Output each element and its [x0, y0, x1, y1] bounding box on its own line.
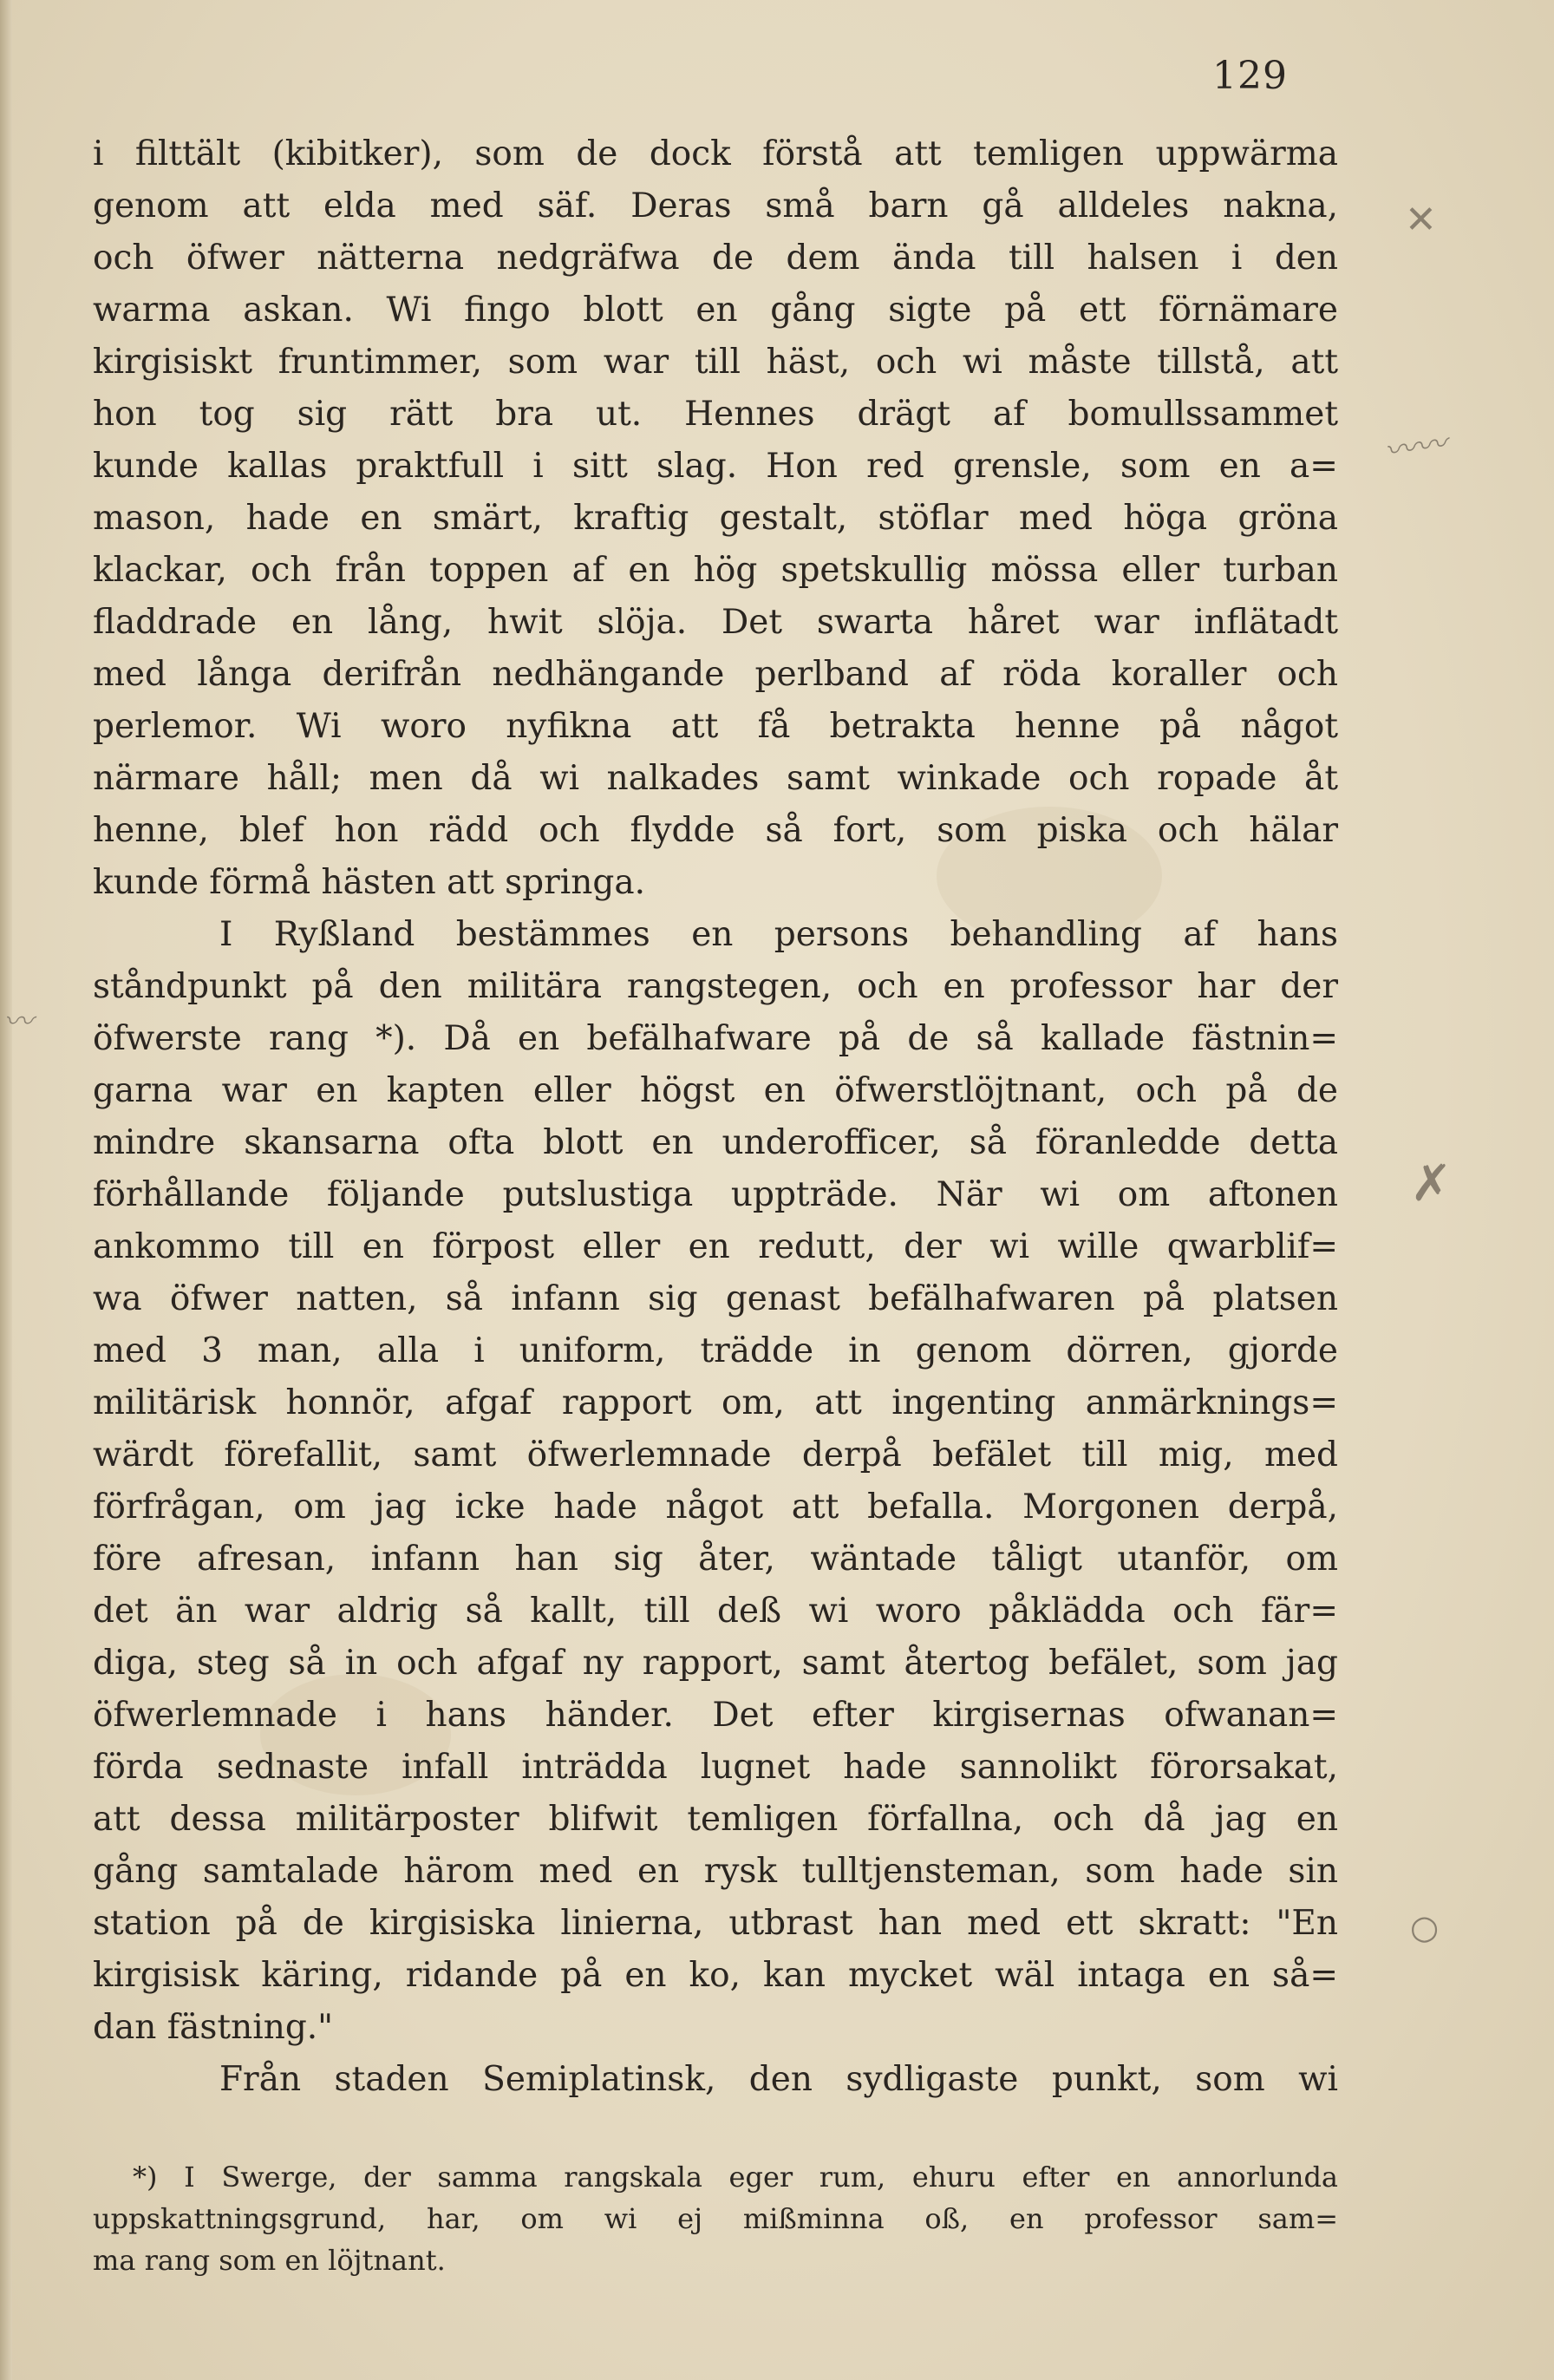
text-line: wärdt förefallit, samt öfwerlemnade derpå befälet till mig, med	[93, 1435, 1338, 1474]
text-line: och öfwer nätterna nedgräfwa de dem ända till halsen i den	[93, 239, 1338, 278]
text-line: mindre skansarna ofta blott en underofficer, så föranledde detta	[93, 1123, 1338, 1162]
text-line: station på de kirgisiska linierna, utbrast han med ett skratt: "En	[93, 1904, 1338, 1943]
text-line: förhållande följande putslustiga uppträde. När wi om aftonen	[93, 1175, 1338, 1214]
text-line: perlemor. Wi woro nyfikna att få betrakta henne på något	[93, 707, 1338, 746]
text-line: I Ryßland bestämmes en persons behandling af hans	[219, 915, 1338, 954]
pencil-scribble-icon: 〰〰	[1381, 426, 1449, 470]
text-line: förfrågan, om jag icke hade något att befalla. Morgonen derpå,	[93, 1488, 1338, 1527]
text-line: garna war en kapten eller högst en öfwerstlöjtnant, och på de	[93, 1071, 1338, 1110]
footnote	[93, 2156, 1338, 2281]
text-line: warma askan. Wi fingo blott en gång sigte på ett förnämare	[93, 291, 1338, 330]
text-line: öfwerlemnade i hans händer. Det efter kirgisernas ofwanan=	[93, 1696, 1338, 1735]
text-line: dan fästning."	[93, 2008, 334, 2047]
text-line: ståndpunkt på den militära rangstegen, och en professor har der	[93, 967, 1338, 1006]
pencil-circle-icon: ○	[1410, 1908, 1440, 1946]
text-line: hon tog sig rätt bra ut. Hennes drägt af bomullssammet	[93, 395, 1338, 434]
text-line: det än war aldrig så kallt, till deß wi woro påklädda och fär=	[93, 1592, 1338, 1631]
text-line: mason, hade en smärt, kraftig gestalt, stöflar med höga gröna	[93, 499, 1338, 538]
text-line: med långa derifrån nedhängande perlband af röda koraller och	[93, 655, 1338, 694]
text-line: wa öfwer natten, så infann sig genast befälhafwaren på platsen	[93, 1279, 1338, 1318]
pencil-scribble-icon: 〰	[3, 1004, 33, 1039]
text-line: fladdrade en lång, hwit slöja. Det swarta håret war inflätadt	[93, 603, 1338, 642]
text-line: Från staden Semiplatinsk, den sydligaste punkt, som wi	[219, 2060, 1338, 2099]
text-line: militärisk honnör, afgaf rapport om, att ingenting anmärknings=	[93, 1383, 1338, 1422]
text-line: att dessa militärposter blifwit temligen förfallna, och då jag en	[93, 1800, 1338, 1839]
text-line: diga, steg så in och afgaf ny rapport, samt återtog befälet, som jag	[93, 1644, 1338, 1683]
text-line: kirgisiskt fruntimmer, som war till häst, och wi måste tillstå, att	[93, 343, 1338, 382]
text-line: ankommo till en förpost eller en redutt, der wi wille qwarblif=	[93, 1227, 1338, 1266]
text-line: kunde förmå hästen att springa.	[93, 863, 645, 902]
footnote-line: *) I Swerge, der samma rangskala eger rum, ehuru efter en annorlunda	[133, 2161, 1338, 2194]
page-number: 129	[1212, 54, 1288, 98]
page-gutter	[0, 0, 12, 2380]
text-line: i filttält (kibitker), som de dock förstå att temligen uppwärma	[93, 134, 1338, 173]
body-text	[93, 128, 1338, 2106]
text-line: före afresan, infann han sig åter, wäntade tåligt utanför, om	[93, 1540, 1338, 1579]
text-line: genom att elda med säf. Deras små barn gå alldeles nakna,	[93, 186, 1338, 226]
text-line: närmare håll; men då wi nalkades samt winkade och ropade åt	[93, 759, 1338, 798]
text-line: henne, blef hon rädd och flydde så fort, som piska och hälar	[93, 811, 1338, 850]
text-line: förda sednaste infall inträdda lugnet hade sannolikt förorsakat,	[93, 1748, 1338, 1787]
text-line: med 3 man, alla i uniform, trädde in genom dörren, gjorde	[93, 1331, 1338, 1370]
text-line: öfwerste rang *). Då en befälhafware på de så kallade fästnin=	[93, 1019, 1338, 1058]
footnote-line: ma rang som en löjtnant.	[93, 2244, 446, 2277]
text-line: kirgisisk käring, ridande på en ko, kan mycket wäl intaga en så=	[93, 1956, 1338, 1995]
footnote-line: uppskattningsgrund, har, om wi ej mißminna oß, en professor sam=	[93, 2202, 1338, 2235]
pencil-mark-icon: ✕	[1405, 198, 1437, 242]
text-line: kunde kallas praktfull i sitt slag. Hon red grensle, som en a=	[93, 447, 1338, 486]
text-line: klackar, och från toppen af en hög spetskullig mössa eller turban	[93, 551, 1338, 590]
text-line: gång samtalade härom med en rysk tulltjensteman, som hade sin	[93, 1852, 1338, 1891]
pencil-cross-icon: ✗	[1410, 1154, 1453, 1213]
